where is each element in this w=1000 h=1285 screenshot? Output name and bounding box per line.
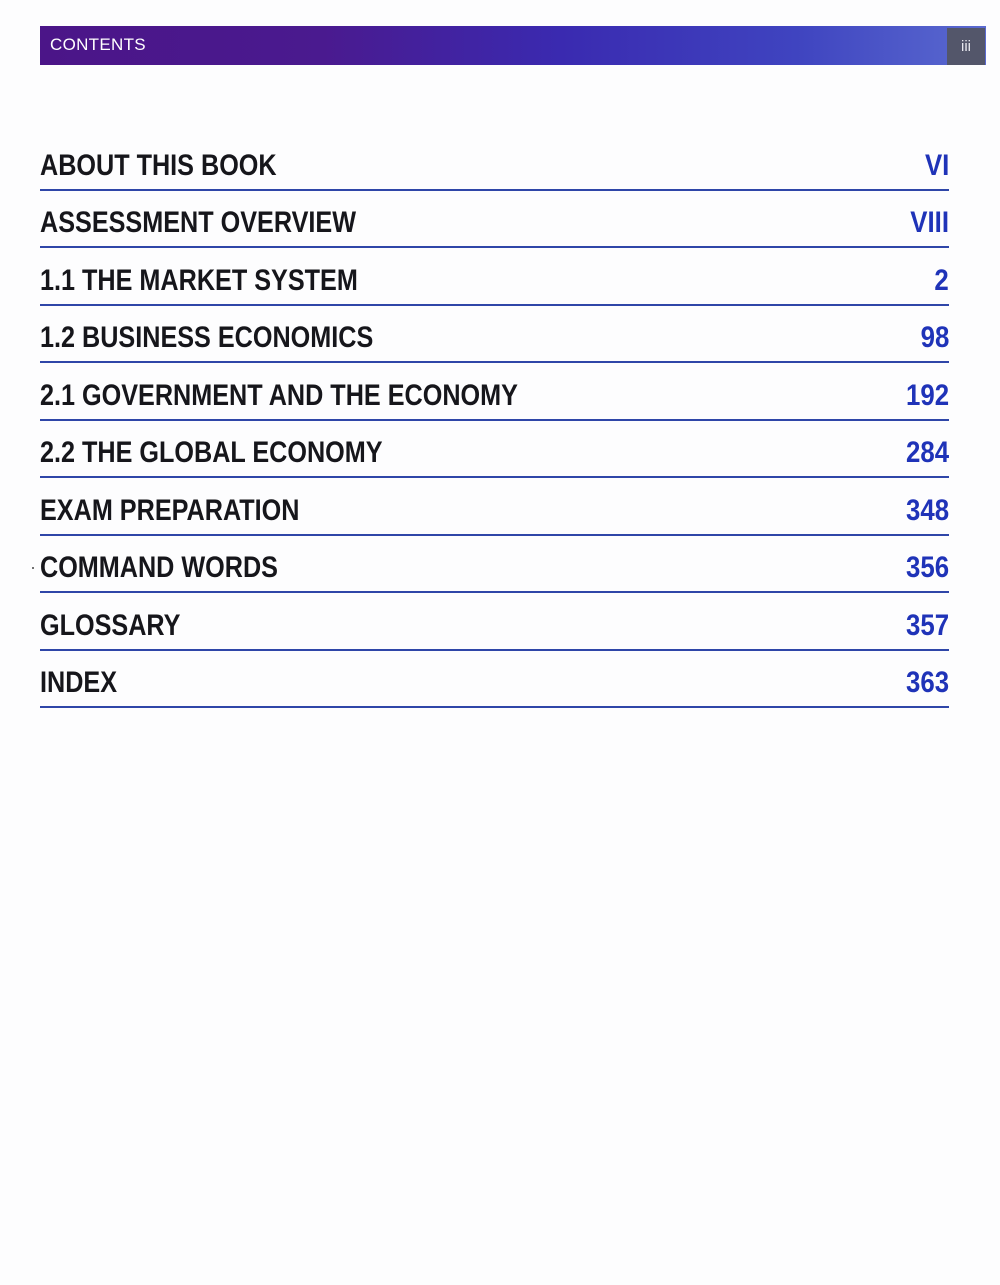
toc-entry[interactable] (40, 593, 949, 651)
toc-entry[interactable] (40, 191, 949, 249)
toc-entry[interactable] (40, 306, 949, 364)
toc-entry-page: VI (924, 148, 949, 182)
toc-entry-page: 348 (905, 493, 949, 527)
toc-entry-page: 98 (920, 321, 949, 354)
toc-entry-page: 356 (905, 551, 949, 584)
print-speck (32, 567, 34, 569)
page-number-badge: iii (947, 28, 985, 65)
toc-entry[interactable] (40, 363, 949, 421)
toc-entry-page: 357 (905, 608, 949, 642)
table-of-contents (40, 133, 949, 708)
toc-entry-title: 1.1 THE MARKET SYSTEM (40, 263, 358, 297)
toc-entry[interactable] (40, 651, 949, 709)
toc-entry[interactable] (40, 536, 949, 594)
toc-entry-title: GLOSSARY (40, 608, 181, 642)
toc-entry-page: 363 (905, 666, 949, 699)
contents-header-bar (40, 26, 986, 65)
toc-entry-title: 1.2 BUSINESS ECONOMICS (40, 321, 374, 354)
toc-entry[interactable] (40, 478, 949, 536)
header-title: CONTENTS (50, 35, 146, 54)
toc-entry-title: ASSESSMENT OVERVIEW (40, 206, 356, 239)
toc-entry-title: INDEX (40, 666, 118, 699)
toc-entry[interactable] (40, 421, 949, 479)
toc-entry-page: VIII (910, 206, 949, 239)
toc-entry[interactable] (40, 248, 949, 306)
toc-entry-title: EXAM PREPARATION (40, 493, 300, 527)
toc-entry-page: 2 (934, 263, 949, 297)
toc-entry[interactable] (40, 133, 949, 191)
toc-entry-title: COMMAND WORDS (40, 551, 278, 584)
toc-entry-title: 2.1 GOVERNMENT AND THE ECONOMY (40, 378, 518, 412)
toc-entry-title: ABOUT THIS BOOK (40, 148, 277, 182)
toc-entry-title: 2.2 THE GLOBAL ECONOMY (40, 436, 383, 469)
toc-entry-page: 192 (905, 378, 949, 412)
toc-entry-page: 284 (905, 436, 949, 469)
